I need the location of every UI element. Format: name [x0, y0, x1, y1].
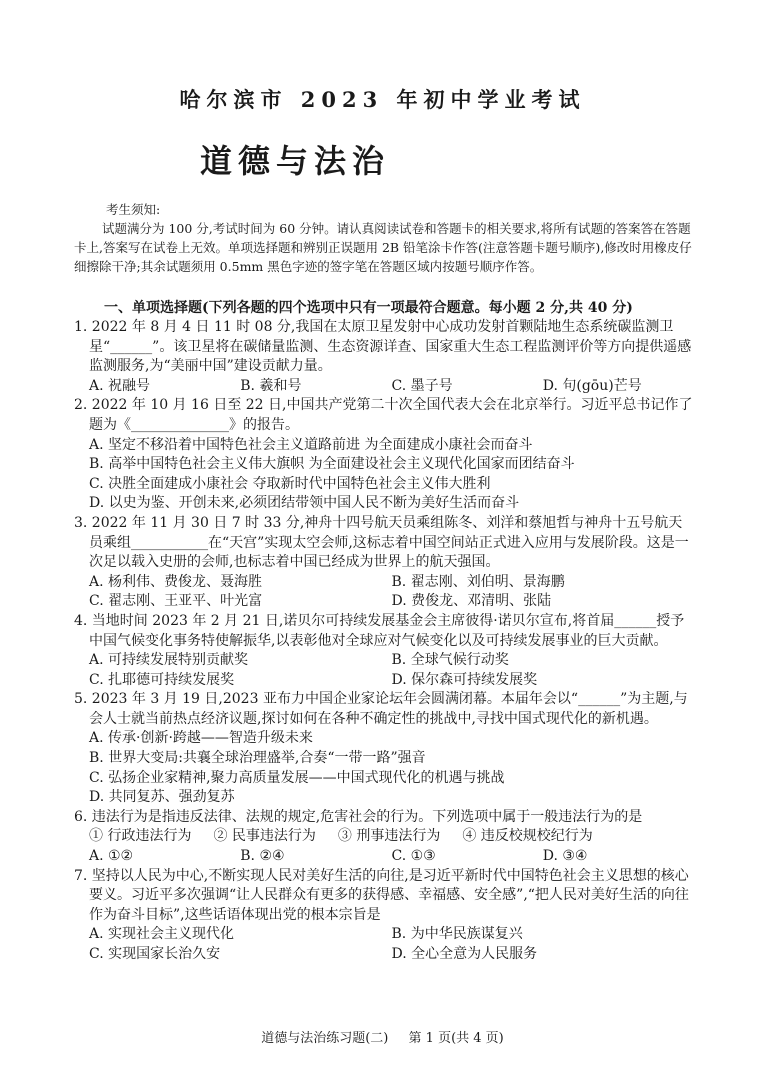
answer-option: D. 以史为鉴、开创未来,必须团结带领中国人民不断为美好生活而奋斗 — [89, 495, 520, 512]
answer-option: B. 世界大变局:共襄全球治理盛举,合奏“一带一路”强音 — [89, 750, 426, 767]
answer-option: D. 费俊龙、邓清明、张陆 — [391, 593, 552, 610]
answer-options — [74, 573, 694, 612]
answer-option: A. 实现社会主义现代化 — [89, 926, 235, 943]
answer-option: C. 翟志刚、王亚平、叶光富 — [89, 593, 263, 610]
answer-option: A. 可持续发展特别贡献奖 — [89, 652, 249, 669]
answer-option: A. 传承·创新·跨越——智造升级未来 — [89, 730, 313, 747]
question-stem: 6. 违法行为是指违反法律、法规的规定,危害社会的行为。下列选项中属于一般违法行为的是 — [74, 808, 643, 825]
answer-option: A. 祝融号 — [89, 377, 151, 394]
answer-option: D. 句(gōu)芒号 — [542, 377, 642, 394]
marker-item: ② 民事违法行为 — [213, 828, 316, 845]
answer-option: D. 共同复苏、强劲复苏 — [89, 789, 235, 806]
question-list — [74, 318, 694, 965]
answer-option: C. 墨子号 — [391, 377, 453, 394]
answer-option: B. 全球气候行动奖 — [391, 652, 509, 669]
answer-option: B. 羲和号 — [240, 377, 302, 394]
answer-option: C. ①③ — [391, 848, 436, 865]
exam-title: 哈尔滨市 2023 年初中学业考试 — [179, 87, 586, 112]
answer-option: C. 弘扬企业家精神,聚力高质量发展——中国式现代化的机遇与挑战 — [89, 769, 505, 786]
answer-option: A. 杨利伟、费俊龙、聂海胜 — [89, 573, 263, 590]
answer-option: B. 高举中国特色社会主义伟大旗帜 为全面建设社会主义现代化国家而团结奋斗 — [89, 456, 575, 473]
question-7 — [74, 867, 694, 965]
question-6 — [74, 808, 694, 867]
answer-options — [74, 651, 694, 690]
answer-option: D. ③④ — [542, 848, 588, 865]
question-stem: 2. 2022 年 10 月 16 日至 22 日,中国共产党第二十次全国代表大会在北京举行。习近平总书记作了题为《______________》的报告。 — [74, 397, 693, 433]
question-5 — [74, 690, 694, 808]
answer-option: B. ②④ — [240, 848, 285, 865]
page-footer — [0, 1027, 765, 1046]
exam-notice — [74, 200, 694, 276]
question-markers — [74, 827, 694, 847]
marker-item: ④ 违反校规校纪行为 — [462, 828, 593, 845]
section-heading: 一、单项选择题(下列各题的四个选项中只有一项最符合题意。每小题 2 分,共 40 分) — [104, 300, 633, 316]
answer-option: C. 扎耶德可持续发展奖 — [89, 671, 235, 688]
notice-body: 试题满分为 100 分,考试时间为 60 分钟。请认真阅读试卷和答题卡的相关要求,将所有试题的答案答在答题卡上,答案写在试卷上无效。单项选择题和辨别正误题用 2B 铅笔涂卡作答(注意答题卡题号顺序),修改时用橡皮仔细擦除干净;其余试题须用 0.5mm 黑色字迹的签字笔在答题区域内按题号顺序作答。 — [74, 221, 692, 274]
question-stem: 7. 坚持以人民为中心,不断实现人民对美好生活的向往,是习近平新时代中国特色社会主义思想的核心要义。习近平多次强调“让人民群众有更多的获得感、幸福感、安全感”,“把人民对美好生活的向往作为奋斗目标”,这些话语体现出党的根本宗旨是 — [74, 867, 689, 923]
question-stem: 5. 2023 年 3 月 19 日,2023 亚布力中国企业家论坛年会圆满闭幕。本届年会以“______”为主题,与会人士就当前热点经济议题,探讨如何在各种不确定性的挑战中,寻找中国式现代化的新机遇。 — [74, 691, 688, 727]
answer-option: D. 全心全意为人民服务 — [391, 946, 538, 962]
notice-heading: 考生须知: — [106, 202, 161, 217]
question-1 — [74, 318, 694, 396]
answer-option: D. 保尔森可持续发展奖 — [391, 671, 538, 688]
exam-subject: 道德与法治 — [200, 142, 391, 180]
question-2 — [74, 396, 694, 514]
answer-option: A. 坚定不移沿着中国特色社会主义道路前进 为全面建成小康社会而奋斗 — [89, 436, 533, 453]
footer-right: 第 1 页(共 4 页) — [408, 1031, 504, 1046]
question-stem: 3. 2022 年 11 月 30 日 7 时 33 分,神舟十四号航天员乘组陈冬、刘洋和蔡旭哲与神舟十五号航天员乘组___________在“天宫”实现太空会师,这标志着中国空间站正式进入应用与发展阶段。这是一次足以载入史册的会师,也标志着中国已经成为世界上的航天强国。 — [74, 514, 689, 571]
answer-option: A. ①② — [89, 848, 134, 865]
question-4 — [74, 612, 694, 690]
answer-option: B. 翟志刚、刘伯明、景海鹏 — [391, 573, 565, 590]
marker-item: ① 行政违法行为 — [89, 828, 192, 845]
marker-item: ③ 刑事违法行为 — [337, 828, 441, 845]
question-3 — [74, 514, 694, 612]
answer-options — [74, 847, 694, 867]
question-stem: 4. 当地时间 2023 年 2 月 21 日,诺贝尔可持续发展基金会主席彼得·诺贝尔宣布,将首届______授予中国气候变化事务特使解振华,以表彰他对全球应对气候变化以及可持续发展事业的巨大贡献。 — [74, 612, 685, 649]
question-stem: 1. 2022 年 8 月 4 日 11 时 08 分,我国在太原卫星发射中心成功发射首颗陆地生态系统碳监测卫星“______”。该卫星将在碳储量监测、生态资源详查、国家重大生态工程监测评价等方向提供遥感监测服务,为“美丽中国”建设贡献力量。 — [74, 319, 692, 375]
footer-left: 道德与法治练习题(二) — [261, 1031, 389, 1046]
answer-option: B. 为中华民族谋复兴 — [391, 926, 523, 943]
answer-options — [74, 925, 694, 964]
answer-option: C. 实现国家长治久安 — [89, 946, 221, 962]
answer-option: C. 决胜全面建成小康社会 夺取新时代中国特色社会主义伟大胜利 — [89, 475, 491, 492]
answer-options — [74, 377, 694, 397]
